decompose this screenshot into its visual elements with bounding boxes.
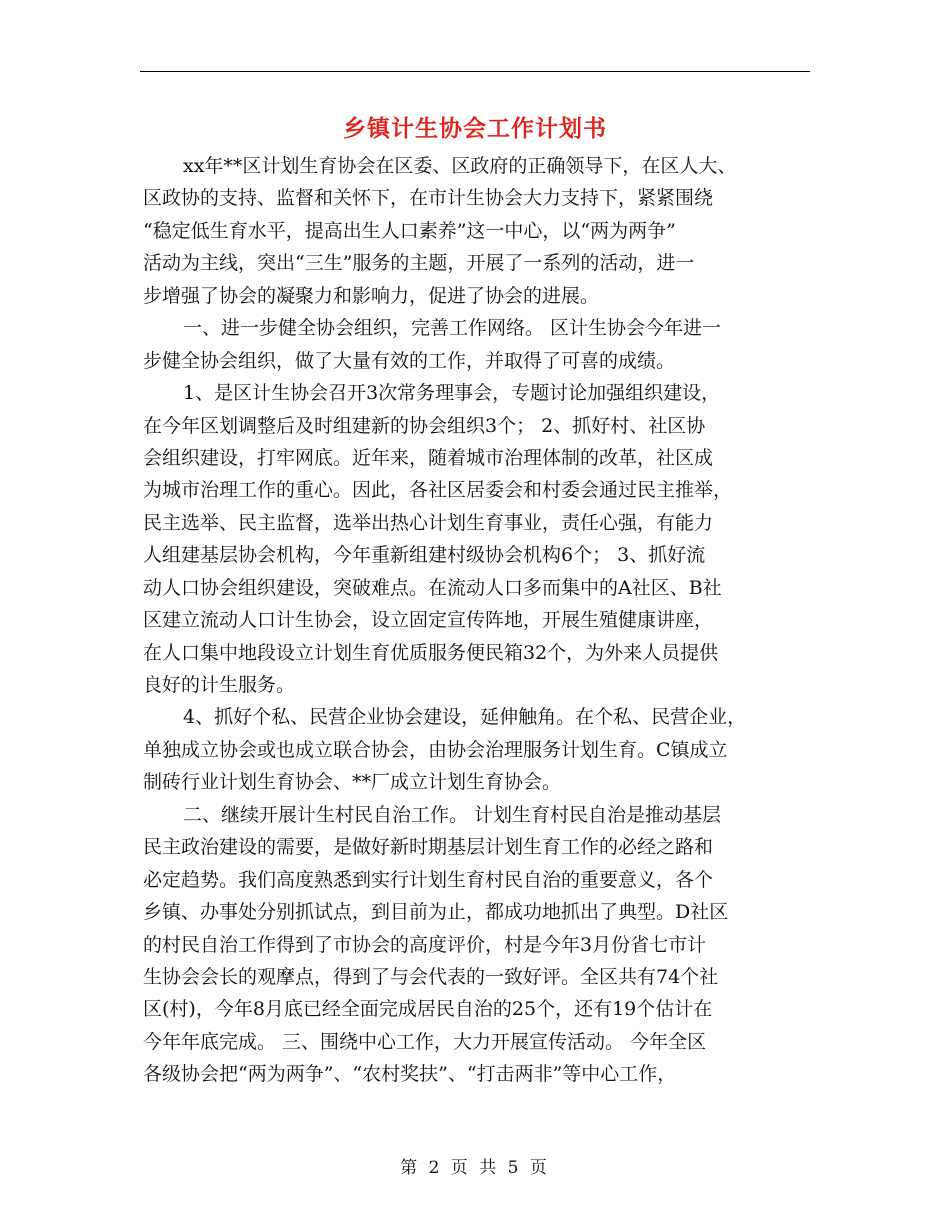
paragraph-line: 人组建基层协会机构，今年重新组建村级协会机构6个； 3、抓好流 [143, 544, 706, 567]
paragraph-line: 良好的计生服务。 [143, 674, 296, 696]
paragraph-line: xx年**区计划生育协会在区委、区政府的正确领导下，在区人大、 [183, 155, 737, 177]
header-rule [140, 71, 810, 72]
paragraph-line: 会组织建设，打牢网底。近年来，随着城市治理体制的改革，社区成 [143, 446, 714, 469]
paragraph-line: “稳定低生育水平，提高出生人口素养”这一中心，以“两为两争” [143, 219, 676, 242]
paragraph-line: 动人口协会组织建设，突破难点。在流动人口多而集中的A社区、B社 [143, 576, 722, 599]
paragraph-line: 在今年区划调整后及时组建新的协会组织3个； 2、抓好村、社区协 [143, 414, 706, 437]
paragraph-line: 步增强了协会的凝聚力和影响力，促进了协会的进展。 [143, 284, 600, 307]
paragraph-line: 单独成立协会或也成立联合协会，由协会治理服务计划生育。C镇成立 [143, 738, 728, 761]
paragraph-line: 今年年底完成。 三、围绕中心工作，大力开展宣传活动。 今年全区 [143, 1030, 707, 1053]
paragraph-line: 二、继续开展计生村民自治工作。 计划生育村民自治是推动基层 [183, 803, 722, 826]
paragraph-line: 制砖行业计划生育协会、**厂成立计划生育协会。 [143, 771, 562, 794]
paragraph-line: 的村民自治工作得到了市协会的高度评价，村是今年3月份省七市计 [143, 933, 707, 956]
paragraph-line: 乡镇、办事处分别抓试点，到目前为止，都成功地抓出了典型。D社区 [143, 901, 729, 924]
page-number: 第 2 页 共 5 页 [400, 1158, 550, 1178]
paragraph-line: 步健全协会组织，做了大量有效的工作，并取得了可喜的成绩。 [143, 349, 676, 372]
paragraph-line: 民主选举、民主监督，选举出热心计划生育事业，责任心强，有能力 [143, 511, 714, 534]
document-title: 乡镇计生协会工作计划书 [343, 116, 607, 142]
paragraph-line: 4、抓好个私、民营企业协会建设，延伸触角。在个私、民营企业， [183, 706, 747, 729]
paragraph-line: 区(村)，今年8月底已经全面完成居民自治的25个，还有19个估计在 [143, 998, 713, 1021]
paragraph-line: 各级协会把“两为两争”、“农村奖扶”、“打击两非”等中心工作， [143, 1063, 677, 1086]
paragraph-line: 1、是区计生协会召开3次常务理事会，专题讨论加强组织建设， [183, 382, 721, 405]
paragraph-line: 区政协的支持、监督和关怀下，在市计生协会大力支持下，紧紧围绕 [143, 187, 714, 210]
paragraph-line: 一、进一步健全协会组织，完善工作网络。 区计生协会今年进一 [183, 317, 722, 340]
paragraph-line: 在人口集中地段设立计划生育优质服务便民箱32个，为外来人员提供 [143, 641, 719, 664]
paragraph-line: 为城市治理工作的重心。因此，各社区居委会和村委会通过民主推举， [143, 479, 733, 502]
paragraph-line: 民主政治建设的需要，是做好新时期基层计划生育工作的必经之路和 [143, 836, 714, 859]
paragraph-line: 区建立流动人口计生协会，设立固定宣传阵地，开展生殖健康讲座， [143, 609, 714, 632]
paragraph-line: 生协会会长的观摩点，得到了与会代表的一致好评。全区共有74个社 [143, 965, 719, 988]
document-body [143, 150, 807, 1091]
paragraph-line: 必定趋势。我们高度熟悉到实行计划生育村民自治的重要意义，各个 [143, 868, 714, 891]
paragraph-line: 活动为主线，突出“三生”服务的主题，开展了一系列的活动，进一 [143, 252, 695, 275]
